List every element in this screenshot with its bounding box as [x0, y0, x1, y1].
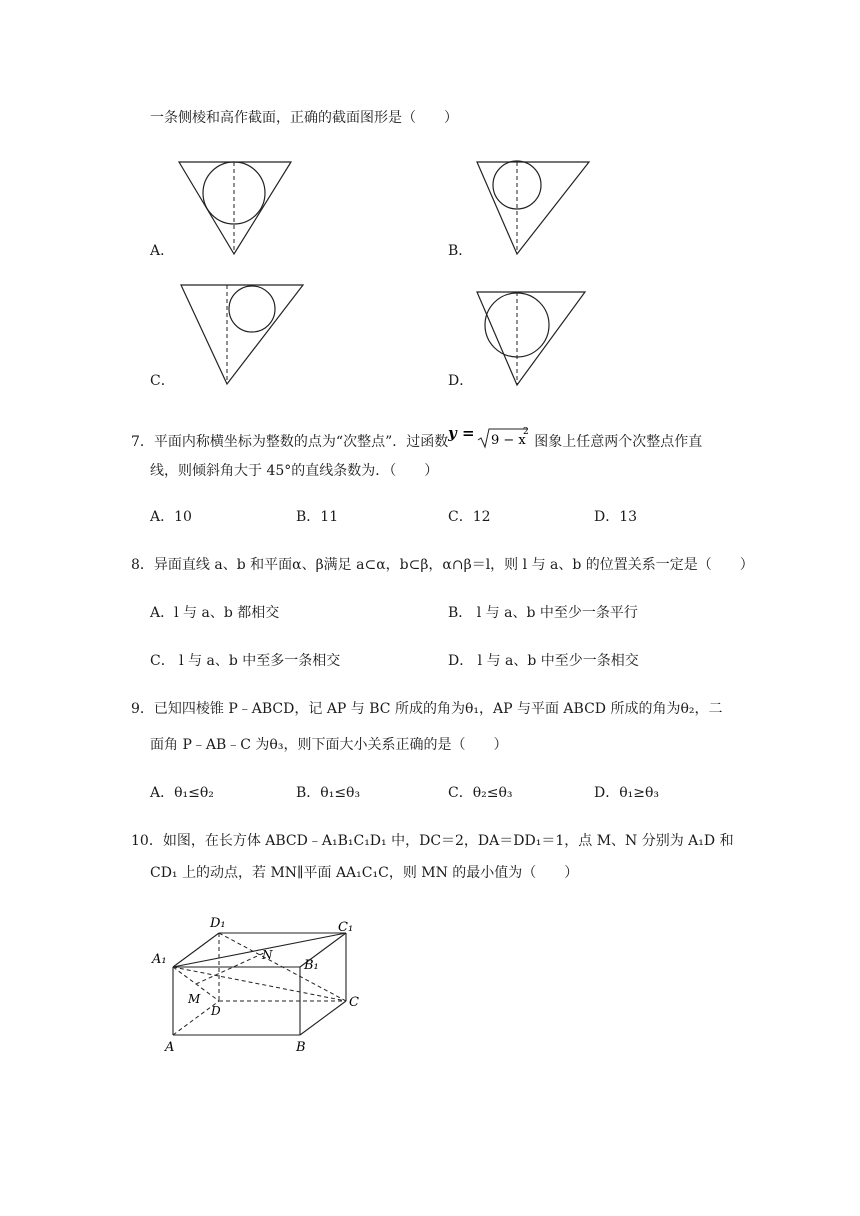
- label-d1: D₁: [210, 916, 226, 931]
- label-a: A: [165, 1040, 175, 1055]
- label-a1: A₁: [152, 952, 167, 967]
- q10-stem-line1: 10．如图，在长方体 ABCD﹣A₁B₁C₁D₁ 中，DC＝2，DA＝DD₁＝1，点 M、N 分别为 A₁D 和: [131, 833, 734, 849]
- q7-stem-text-a: 7．平面内称横坐标为整数的点为“次整点”．过函数: [131, 434, 449, 450]
- q7-option-b: B．11: [296, 509, 339, 525]
- q6-option-a-label: A．: [150, 243, 175, 259]
- label-b: B: [296, 1040, 306, 1055]
- q6-option-c-label: C．: [150, 373, 175, 389]
- label-c1: C₁: [338, 920, 354, 935]
- q9-option-d: D．θ₁≥θ₃: [594, 785, 660, 801]
- q8-option-b: B． l 与 a、b 中至少一条平行: [448, 605, 638, 621]
- q7-formula-exponent: 2: [523, 427, 529, 437]
- q9-stem-line2: 面角 P﹣AB﹣C 为θ₃，则下面大小关系正确的是（ ）: [150, 737, 508, 753]
- label-b1: B₁: [304, 958, 319, 973]
- q6-stem: 一条侧棱和高作截面，正确的截面图形是（ ）: [150, 110, 458, 126]
- q8-stem: 8．异面直线 a、b 和平面α、β满足 a⊂α，b⊂β，α∩β＝l，则 l 与 a、b 的位置关系一定是（ ）: [131, 557, 754, 573]
- q6-option-b-label: B．: [448, 243, 473, 259]
- q6-option-d-label: D．: [448, 373, 474, 389]
- q7-formula: [448, 424, 534, 456]
- q7-formula-radicand: 9 − x: [491, 433, 526, 448]
- q7-option-c: C．12: [448, 509, 491, 525]
- q9-option-a: A．θ₁≤θ₂: [150, 785, 214, 801]
- q10-stem-line2: CD₁ 上的动点，若 MN∥平面 AA₁C₁C，则 MN 的最小值为（ ）: [150, 865, 579, 881]
- q9-stem-line1: 9．已知四棱锥 P﹣ABCD，记 AP 与 BC 所成的角为θ₁，AP 与平面 ABCD 所成的角为θ₂，二: [131, 701, 723, 717]
- q8-option-a: A．l 与 a、b 都相交: [150, 605, 280, 621]
- q7-stem-line2: 线，则倾斜角大于 45°的直线条数为．（ ）: [150, 463, 439, 479]
- q6-figure-b: [473, 158, 593, 258]
- q6-figure-d: [473, 288, 593, 388]
- q9-option-c: C．θ₂≤θ₃: [448, 785, 513, 801]
- q9-option-b: B．θ₁≤θ₃: [296, 785, 361, 801]
- q7-stem-line1: [131, 424, 702, 456]
- label-n: N: [262, 948, 273, 962]
- q6-figure-c: [177, 283, 307, 387]
- q8-option-c: C． l 与 a、b 中至多一条相交: [150, 653, 341, 669]
- q7-option-a: A．10: [150, 509, 192, 525]
- label-m: M: [188, 992, 201, 1006]
- q7-formula-y: y =: [448, 424, 475, 442]
- q8-option-d: D． l 与 a、b 中至少一条相交: [448, 653, 639, 669]
- q10-cuboid-figure: [148, 905, 378, 1065]
- q7-stem-text-b: 图象上任意两个次整点作直: [534, 434, 703, 450]
- label-c: C: [349, 995, 359, 1010]
- q7-option-d: D．13: [594, 509, 638, 525]
- label-d: D: [211, 1004, 221, 1018]
- q6-figure-a: [175, 158, 295, 258]
